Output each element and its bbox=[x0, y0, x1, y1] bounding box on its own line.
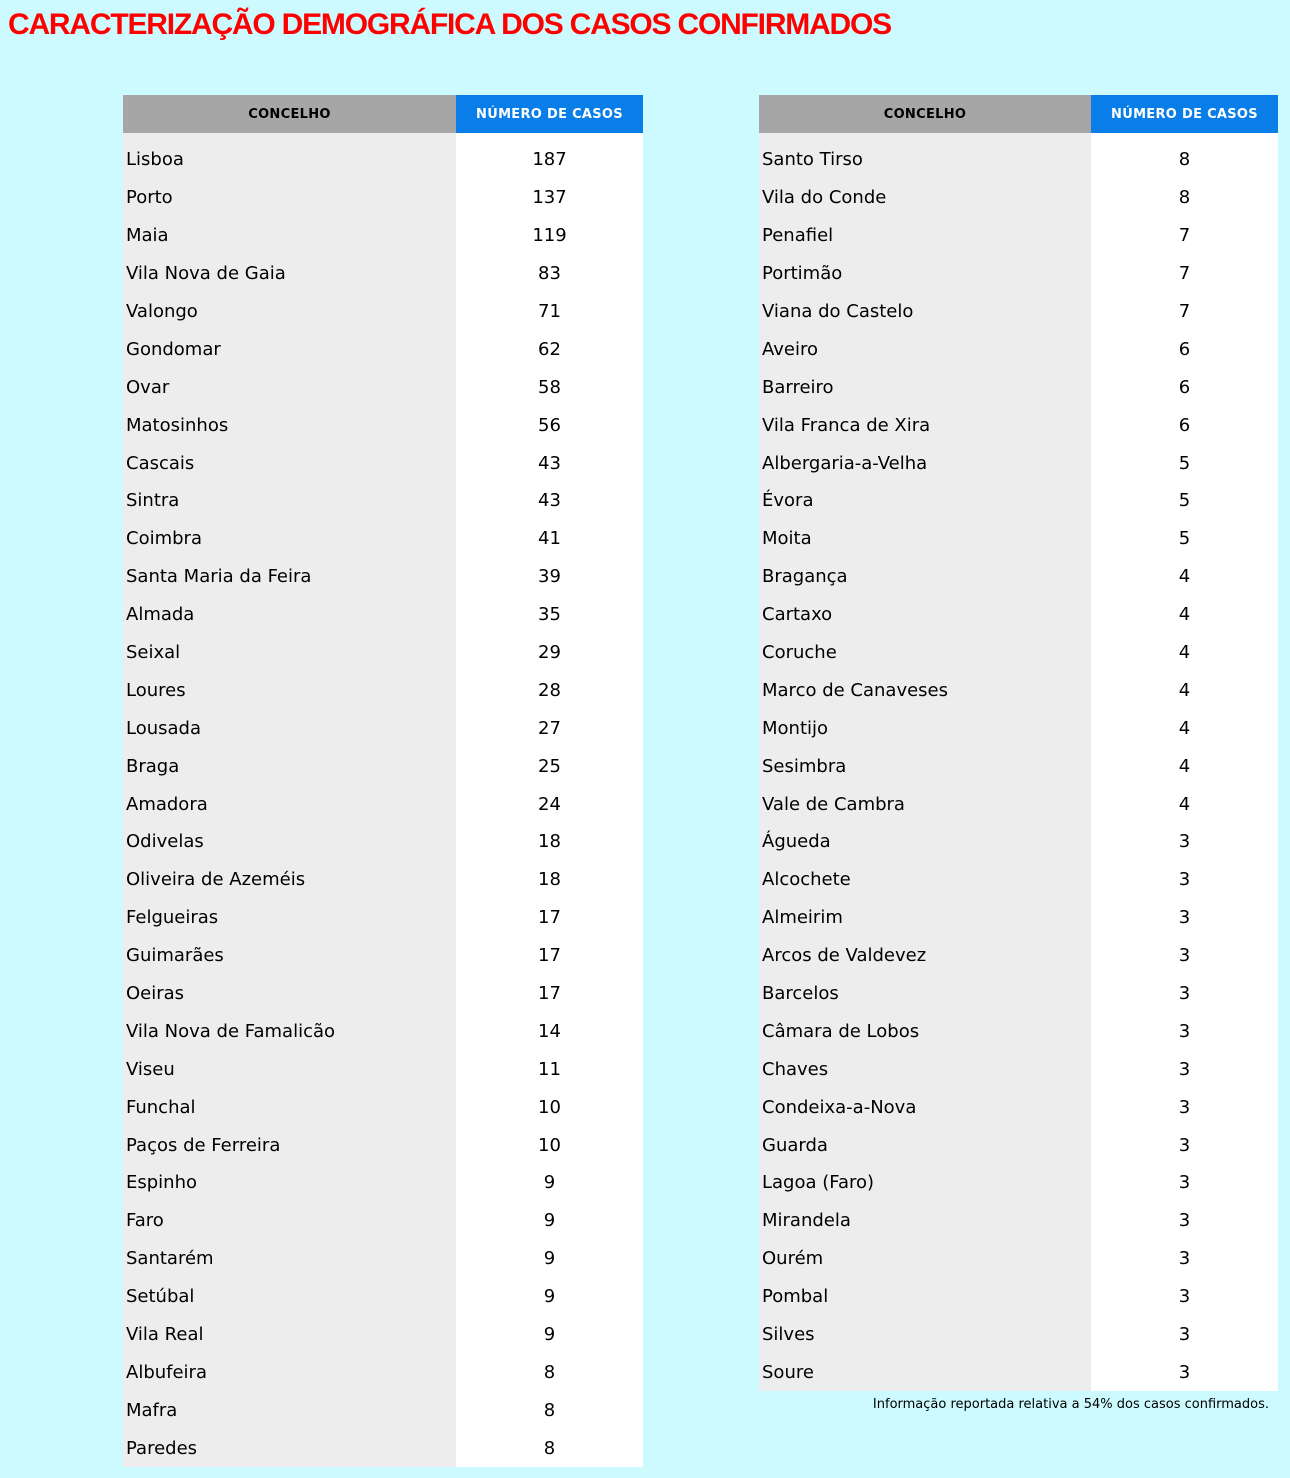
numero-casos-cell: 3 bbox=[1091, 1278, 1278, 1316]
concelho-cell: Odivelas bbox=[123, 823, 456, 861]
numero-casos-cell: 3 bbox=[1091, 1240, 1278, 1278]
concelho-cell: Santarém bbox=[123, 1240, 456, 1278]
table-row bbox=[759, 255, 1278, 293]
table-row bbox=[123, 1088, 643, 1126]
concelho-cell: Pombal bbox=[759, 1278, 1091, 1316]
numero-casos-cell: 3 bbox=[1091, 899, 1278, 937]
table-row bbox=[759, 634, 1278, 672]
concelho-cell: Coruche bbox=[759, 634, 1091, 672]
concelho-cell: Barcelos bbox=[759, 975, 1091, 1013]
spacer-row bbox=[123, 133, 643, 141]
concelho-cell: Loures bbox=[123, 671, 456, 709]
numero-casos-cell: 4 bbox=[1091, 709, 1278, 747]
column-header-numero-casos: NÚMERO DE CASOS bbox=[1091, 95, 1278, 133]
table-row bbox=[759, 217, 1278, 255]
numero-casos-cell: 9 bbox=[456, 1164, 643, 1202]
table-header-row bbox=[123, 95, 643, 133]
page-title: CARACTERIZAÇÃO DEMOGRÁFICA DOS CASOS CONFIRMADOS bbox=[8, 8, 891, 41]
table-row bbox=[123, 368, 643, 406]
concelho-cell: Ourém bbox=[759, 1240, 1091, 1278]
table-row bbox=[123, 406, 643, 444]
concelho-cell: Oliveira de Azeméis bbox=[123, 861, 456, 899]
table-row bbox=[123, 861, 643, 899]
table-row bbox=[123, 1316, 643, 1354]
concelho-cell: Aveiro bbox=[759, 330, 1091, 368]
numero-casos-cell: 7 bbox=[1091, 217, 1278, 255]
numero-casos-cell: 4 bbox=[1091, 558, 1278, 596]
table-row bbox=[759, 899, 1278, 937]
numero-casos-cell: 137 bbox=[456, 179, 643, 217]
concelho-cell: Moita bbox=[759, 520, 1091, 558]
column-header-numero-casos: NÚMERO DE CASOS bbox=[456, 95, 643, 133]
numero-casos-cell: 9 bbox=[456, 1278, 643, 1316]
cases-table-right-container bbox=[759, 95, 1278, 1391]
concelho-cell: Lousada bbox=[123, 709, 456, 747]
numero-casos-cell: 3 bbox=[1091, 861, 1278, 899]
table-row bbox=[759, 1088, 1278, 1126]
numero-casos-cell: 18 bbox=[456, 861, 643, 899]
spacer-cell bbox=[456, 133, 643, 141]
concelho-cell: Marco de Canaveses bbox=[759, 671, 1091, 709]
concelho-cell: Mafra bbox=[123, 1391, 456, 1429]
table-row bbox=[759, 1316, 1278, 1354]
table-row bbox=[759, 1164, 1278, 1202]
table-row bbox=[759, 1354, 1278, 1392]
table-row bbox=[123, 823, 643, 861]
table-row bbox=[123, 558, 643, 596]
table-row bbox=[759, 1012, 1278, 1050]
numero-casos-cell: 4 bbox=[1091, 596, 1278, 634]
table-row bbox=[759, 1240, 1278, 1278]
concelho-cell: Barreiro bbox=[759, 368, 1091, 406]
table-row bbox=[759, 1050, 1278, 1088]
numero-casos-cell: 8 bbox=[1091, 179, 1278, 217]
table-row bbox=[759, 293, 1278, 331]
cases-table-left bbox=[123, 95, 643, 1467]
numero-casos-cell: 187 bbox=[456, 141, 643, 179]
numero-casos-cell: 9 bbox=[456, 1316, 643, 1354]
concelho-cell: Porto bbox=[123, 179, 456, 217]
numero-casos-cell: 17 bbox=[456, 975, 643, 1013]
table-row bbox=[759, 179, 1278, 217]
table-row bbox=[123, 293, 643, 331]
table-row bbox=[123, 634, 643, 672]
concelho-cell: Lisboa bbox=[123, 141, 456, 179]
numero-casos-cell: 14 bbox=[456, 1012, 643, 1050]
concelho-cell: Albufeira bbox=[123, 1354, 456, 1392]
numero-casos-cell: 39 bbox=[456, 558, 643, 596]
concelho-cell: Alcochete bbox=[759, 861, 1091, 899]
table-row bbox=[759, 330, 1278, 368]
numero-casos-cell: 3 bbox=[1091, 1050, 1278, 1088]
concelho-cell: Vila Real bbox=[123, 1316, 456, 1354]
column-header-concelho: CONCELHO bbox=[759, 95, 1091, 133]
cases-table-right-body bbox=[759, 133, 1278, 1391]
concelho-cell: Almada bbox=[123, 596, 456, 634]
table-row bbox=[123, 1126, 643, 1164]
numero-casos-cell: 6 bbox=[1091, 330, 1278, 368]
numero-casos-cell: 18 bbox=[456, 823, 643, 861]
column-header-concelho: CONCELHO bbox=[123, 95, 456, 133]
concelho-cell: Cascais bbox=[123, 444, 456, 482]
table-row bbox=[123, 709, 643, 747]
concelho-cell: Penafiel bbox=[759, 217, 1091, 255]
numero-casos-cell: 7 bbox=[1091, 293, 1278, 331]
numero-casos-cell: 10 bbox=[456, 1126, 643, 1164]
table-row bbox=[123, 141, 643, 179]
numero-casos-cell: 8 bbox=[1091, 141, 1278, 179]
numero-casos-cell: 41 bbox=[456, 520, 643, 558]
concelho-cell: Maia bbox=[123, 217, 456, 255]
table-row bbox=[123, 482, 643, 520]
concelho-cell: Condeixa-a-Nova bbox=[759, 1088, 1091, 1126]
concelho-cell: Sesimbra bbox=[759, 747, 1091, 785]
table-row bbox=[123, 179, 643, 217]
concelho-cell: Lagoa (Faro) bbox=[759, 1164, 1091, 1202]
table-row bbox=[759, 1202, 1278, 1240]
numero-casos-cell: 3 bbox=[1091, 1088, 1278, 1126]
numero-casos-cell: 56 bbox=[456, 406, 643, 444]
table-row bbox=[759, 596, 1278, 634]
spacer-row bbox=[759, 133, 1278, 141]
concelho-cell: Águeda bbox=[759, 823, 1091, 861]
table-row bbox=[759, 709, 1278, 747]
numero-casos-cell: 8 bbox=[456, 1354, 643, 1392]
concelho-cell: Chaves bbox=[759, 1050, 1091, 1088]
concelho-cell: Guimarães bbox=[123, 937, 456, 975]
numero-casos-cell: 11 bbox=[456, 1050, 643, 1088]
table-row bbox=[123, 520, 643, 558]
table-row bbox=[759, 671, 1278, 709]
cases-table-left-body bbox=[123, 133, 643, 1467]
concelho-cell: Espinho bbox=[123, 1164, 456, 1202]
numero-casos-cell: 3 bbox=[1091, 975, 1278, 1013]
concelho-cell: Câmara de Lobos bbox=[759, 1012, 1091, 1050]
numero-casos-cell: 25 bbox=[456, 747, 643, 785]
table-row bbox=[123, 747, 643, 785]
numero-casos-cell: 5 bbox=[1091, 482, 1278, 520]
concelho-cell: Almeirim bbox=[759, 899, 1091, 937]
table-row bbox=[123, 937, 643, 975]
footnote: Informação reportada relativa a 54% dos casos confirmados. bbox=[872, 1397, 1269, 1412]
table-row bbox=[123, 330, 643, 368]
concelho-cell: Soure bbox=[759, 1354, 1091, 1392]
concelho-cell: Amadora bbox=[123, 785, 456, 823]
concelho-cell: Albergaria-a-Velha bbox=[759, 444, 1091, 482]
concelho-cell: Vila do Conde bbox=[759, 179, 1091, 217]
table-row bbox=[759, 520, 1278, 558]
concelho-cell: Paços de Ferreira bbox=[123, 1126, 456, 1164]
concelho-cell: Silves bbox=[759, 1316, 1091, 1354]
concelho-cell: Vila Franca de Xira bbox=[759, 406, 1091, 444]
table-row bbox=[123, 1278, 643, 1316]
numero-casos-cell: 71 bbox=[456, 293, 643, 331]
numero-casos-cell: 10 bbox=[456, 1088, 643, 1126]
table-row bbox=[759, 861, 1278, 899]
numero-casos-cell: 27 bbox=[456, 709, 643, 747]
concelho-cell: Évora bbox=[759, 482, 1091, 520]
table-row bbox=[759, 823, 1278, 861]
concelho-cell: Faro bbox=[123, 1202, 456, 1240]
concelho-cell: Vale de Cambra bbox=[759, 785, 1091, 823]
numero-casos-cell: 119 bbox=[456, 217, 643, 255]
table-row bbox=[123, 1429, 643, 1467]
concelho-cell: Cartaxo bbox=[759, 596, 1091, 634]
numero-casos-cell: 7 bbox=[1091, 255, 1278, 293]
concelho-cell: Santo Tirso bbox=[759, 141, 1091, 179]
spacer-cell bbox=[123, 133, 456, 141]
concelho-cell: Valongo bbox=[123, 293, 456, 331]
table-row bbox=[123, 1391, 643, 1429]
table-row bbox=[123, 1354, 643, 1392]
concelho-cell: Guarda bbox=[759, 1126, 1091, 1164]
cases-table-left-container bbox=[123, 95, 643, 1467]
concelho-cell: Viseu bbox=[123, 1050, 456, 1088]
table-row bbox=[123, 975, 643, 1013]
table-row bbox=[759, 747, 1278, 785]
concelho-cell: Montijo bbox=[759, 709, 1091, 747]
concelho-cell: Portimão bbox=[759, 255, 1091, 293]
spacer-cell bbox=[759, 133, 1091, 141]
numero-casos-cell: 9 bbox=[456, 1202, 643, 1240]
table-row bbox=[123, 1012, 643, 1050]
table-row bbox=[759, 444, 1278, 482]
concelho-cell: Santa Maria da Feira bbox=[123, 558, 456, 596]
concelho-cell: Gondomar bbox=[123, 330, 456, 368]
numero-casos-cell: 28 bbox=[456, 671, 643, 709]
numero-casos-cell: 35 bbox=[456, 596, 643, 634]
table-row bbox=[123, 255, 643, 293]
numero-casos-cell: 29 bbox=[456, 634, 643, 672]
numero-casos-cell: 83 bbox=[456, 255, 643, 293]
table-row bbox=[759, 975, 1278, 1013]
concelho-cell: Funchal bbox=[123, 1088, 456, 1126]
numero-casos-cell: 3 bbox=[1091, 823, 1278, 861]
concelho-cell: Sintra bbox=[123, 482, 456, 520]
concelho-cell: Matosinhos bbox=[123, 406, 456, 444]
concelho-cell: Paredes bbox=[123, 1429, 456, 1467]
numero-casos-cell: 4 bbox=[1091, 785, 1278, 823]
table-row bbox=[759, 1126, 1278, 1164]
numero-casos-cell: 4 bbox=[1091, 747, 1278, 785]
numero-casos-cell: 8 bbox=[456, 1391, 643, 1429]
numero-casos-cell: 4 bbox=[1091, 671, 1278, 709]
numero-casos-cell: 6 bbox=[1091, 406, 1278, 444]
spacer-cell bbox=[1091, 133, 1278, 141]
concelho-cell: Arcos de Valdevez bbox=[759, 937, 1091, 975]
concelho-cell: Braga bbox=[123, 747, 456, 785]
numero-casos-cell: 3 bbox=[1091, 1126, 1278, 1164]
concelho-cell: Vila Nova de Famalicão bbox=[123, 1012, 456, 1050]
concelho-cell: Ovar bbox=[123, 368, 456, 406]
concelho-cell: Felgueiras bbox=[123, 899, 456, 937]
table-row bbox=[759, 785, 1278, 823]
concelho-cell: Seixal bbox=[123, 634, 456, 672]
concelho-cell: Vila Nova de Gaia bbox=[123, 255, 456, 293]
table-row bbox=[759, 558, 1278, 596]
table-row bbox=[759, 368, 1278, 406]
numero-casos-cell: 17 bbox=[456, 937, 643, 975]
table-row bbox=[123, 785, 643, 823]
table-row bbox=[123, 1202, 643, 1240]
table-row bbox=[759, 141, 1278, 179]
numero-casos-cell: 8 bbox=[456, 1429, 643, 1467]
numero-casos-cell: 43 bbox=[456, 444, 643, 482]
concelho-cell: Setúbal bbox=[123, 1278, 456, 1316]
numero-casos-cell: 5 bbox=[1091, 520, 1278, 558]
table-row bbox=[123, 444, 643, 482]
numero-casos-cell: 3 bbox=[1091, 1316, 1278, 1354]
numero-casos-cell: 43 bbox=[456, 482, 643, 520]
table-row bbox=[123, 1240, 643, 1278]
table-row bbox=[123, 1164, 643, 1202]
table-row bbox=[759, 406, 1278, 444]
concelho-cell: Oeiras bbox=[123, 975, 456, 1013]
table-row bbox=[759, 482, 1278, 520]
table-row bbox=[123, 899, 643, 937]
numero-casos-cell: 58 bbox=[456, 368, 643, 406]
numero-casos-cell: 3 bbox=[1091, 1012, 1278, 1050]
cases-table-right bbox=[759, 95, 1278, 1391]
numero-casos-cell: 3 bbox=[1091, 937, 1278, 975]
concelho-cell: Viana do Castelo bbox=[759, 293, 1091, 331]
numero-casos-cell: 3 bbox=[1091, 1202, 1278, 1240]
numero-casos-cell: 3 bbox=[1091, 1164, 1278, 1202]
concelho-cell: Bragança bbox=[759, 558, 1091, 596]
table-row bbox=[123, 1050, 643, 1088]
table-row bbox=[759, 937, 1278, 975]
numero-casos-cell: 4 bbox=[1091, 634, 1278, 672]
numero-casos-cell: 17 bbox=[456, 899, 643, 937]
concelho-cell: Coimbra bbox=[123, 520, 456, 558]
numero-casos-cell: 24 bbox=[456, 785, 643, 823]
numero-casos-cell: 6 bbox=[1091, 368, 1278, 406]
concelho-cell: Mirandela bbox=[759, 1202, 1091, 1240]
numero-casos-cell: 3 bbox=[1091, 1354, 1278, 1392]
table-row bbox=[123, 671, 643, 709]
numero-casos-cell: 5 bbox=[1091, 444, 1278, 482]
table-row bbox=[759, 1278, 1278, 1316]
numero-casos-cell: 9 bbox=[456, 1240, 643, 1278]
numero-casos-cell: 62 bbox=[456, 330, 643, 368]
table-header-row bbox=[759, 95, 1278, 133]
table-row bbox=[123, 596, 643, 634]
table-row bbox=[123, 217, 643, 255]
